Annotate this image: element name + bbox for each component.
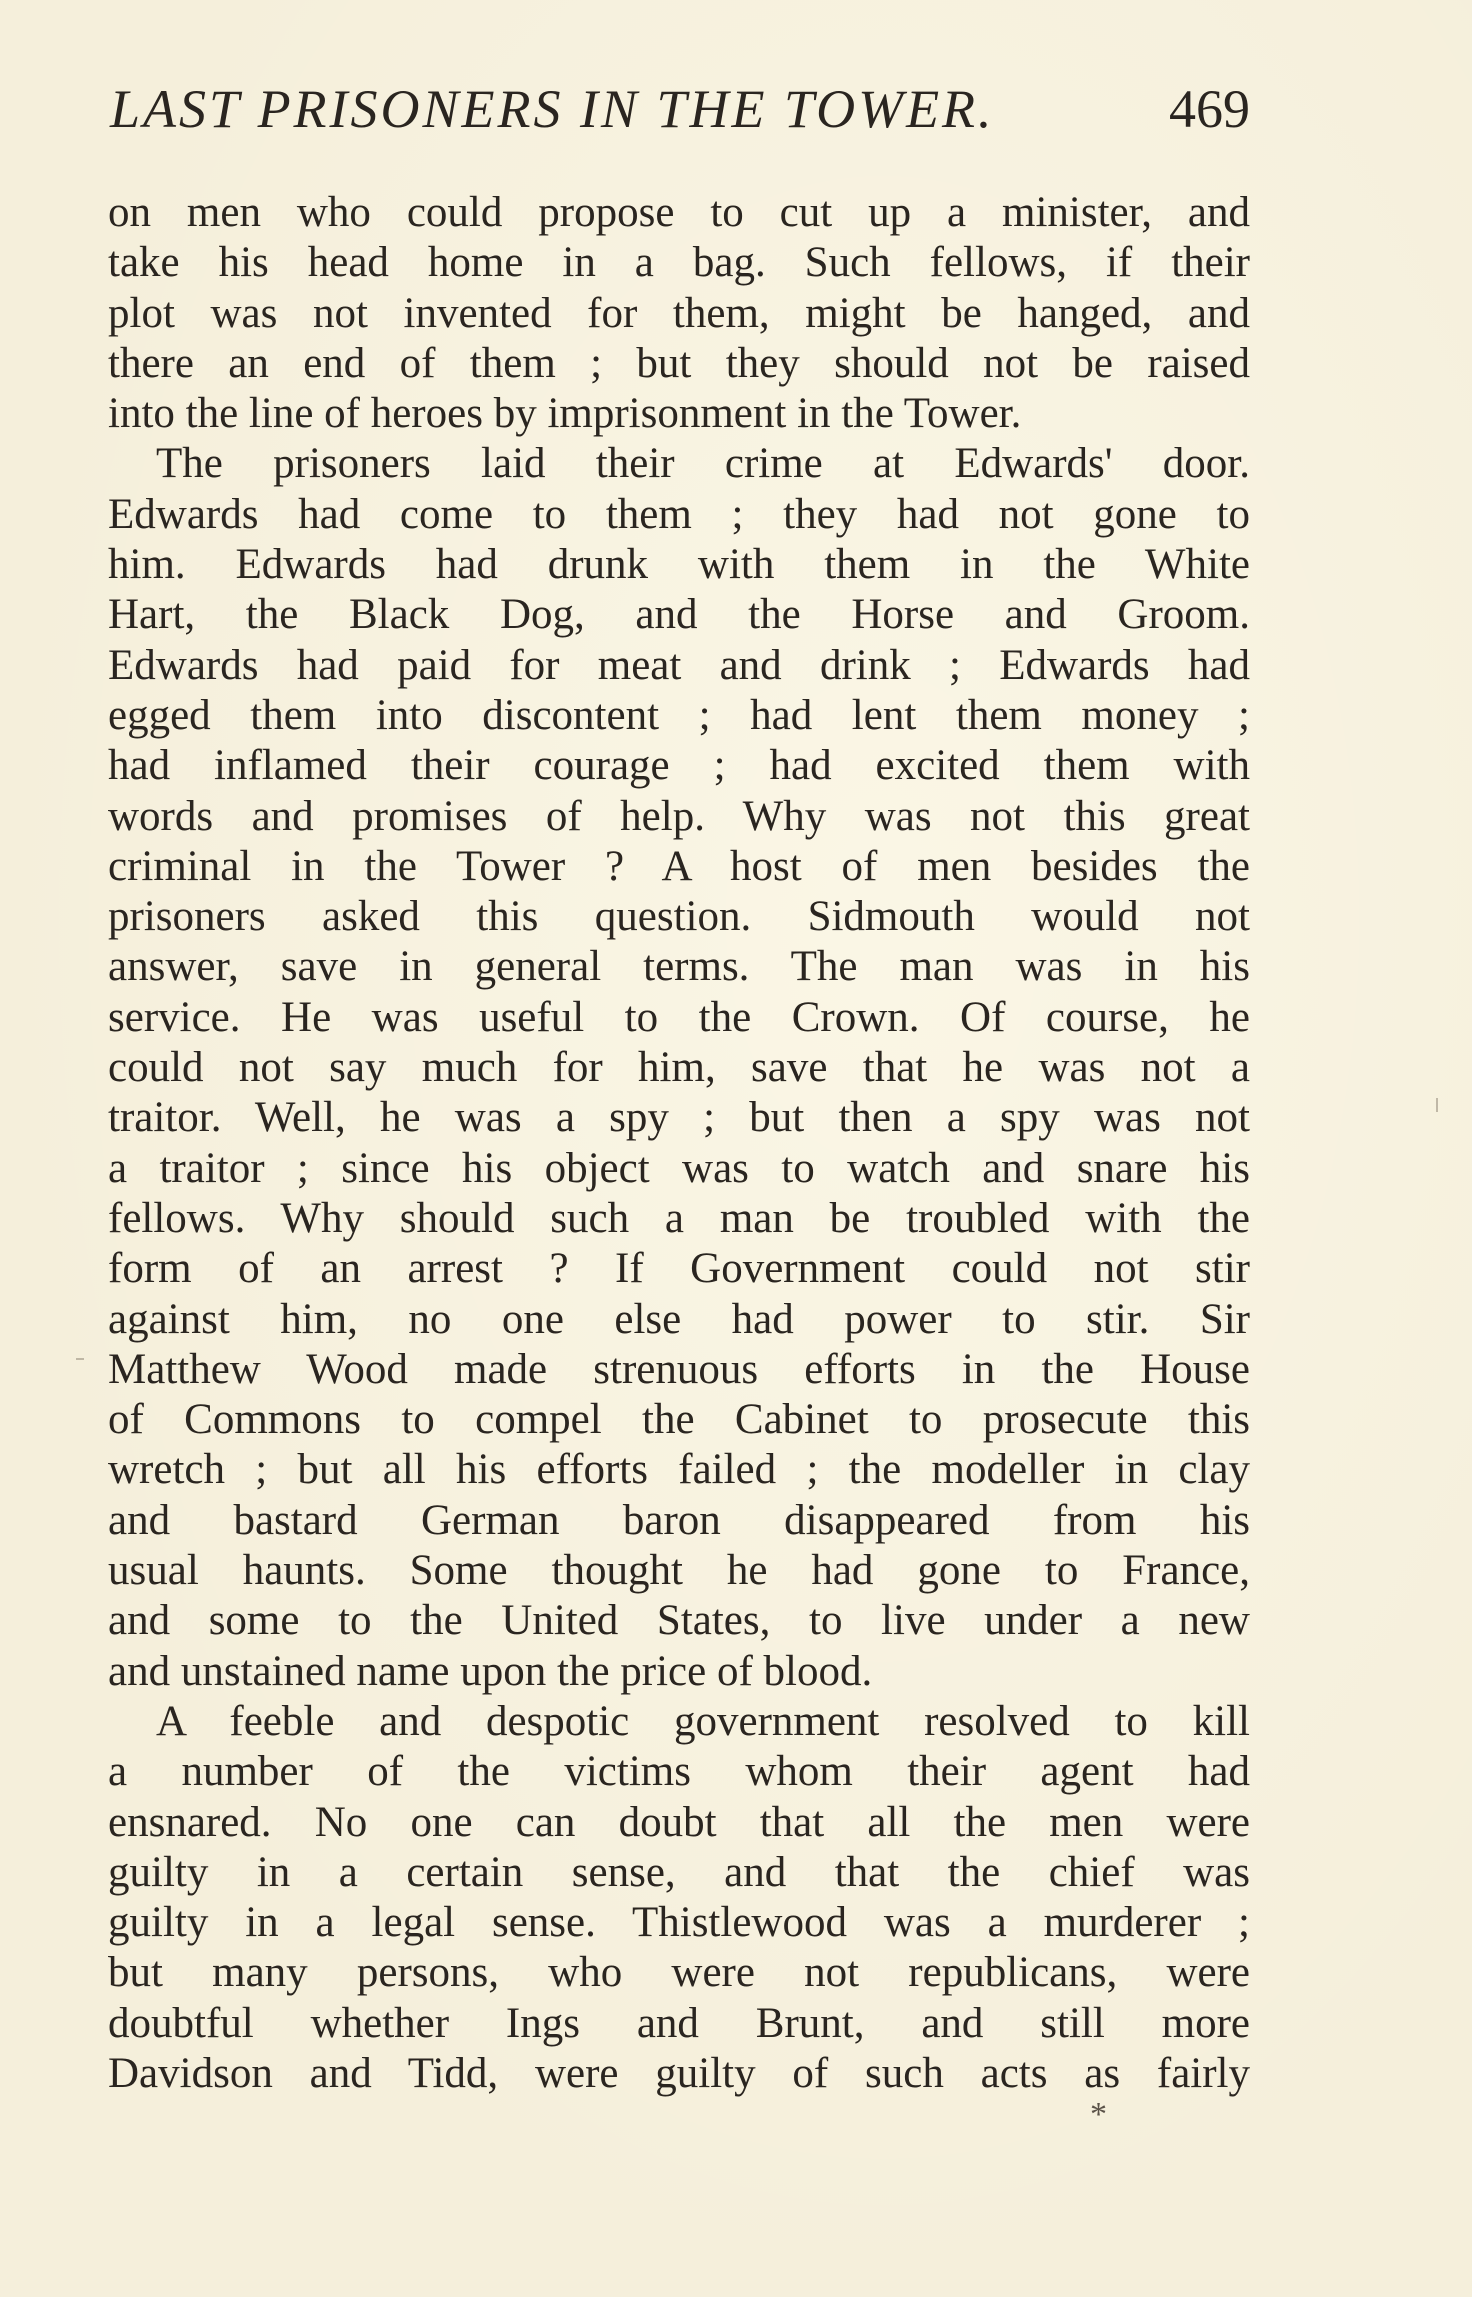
body-text	[108, 188, 1250, 2099]
text-line: egged them into discontent ; had lent them money ;	[108, 691, 1250, 739]
page-number: 469	[1169, 79, 1250, 139]
text-line: wretch ; but all his efforts failed ; the modeller in clay	[108, 1446, 1250, 1494]
text-line: fellows. Why should such a man be troubled with the	[108, 1194, 1250, 1242]
text-line: and some to the United States, to live under a new	[108, 1597, 1250, 1645]
text-line: The prisoners laid their crime at Edwards' door.	[156, 440, 1250, 488]
text-line: prisoners asked this question. Sidmouth would not	[108, 893, 1250, 941]
text-line: ensnared. No one can doubt that all the men were	[108, 1798, 1250, 1846]
paper-speck	[1436, 1098, 1438, 1112]
text-line: into the line of heroes by imprisonment in the Tower.	[108, 390, 1022, 438]
text-line: take his head home in a bag. Such fellows, if their	[108, 239, 1250, 287]
text-line: answer, save in general terms. The man was in his	[108, 943, 1250, 991]
text-line: usual haunts. Some thought he had gone to France,	[108, 1547, 1250, 1595]
text-line: Matthew Wood made strenuous efforts in the House	[108, 1345, 1250, 1393]
text-line: Edwards had paid for meat and drink ; Edwards had	[108, 641, 1250, 689]
text-line: had inflamed their courage ; had excited them with	[108, 742, 1250, 790]
text-line: of Commons to compel the Cabinet to prosecute this	[108, 1396, 1250, 1444]
text-line: guilty in a legal sense. Thistlewood was a murderer ;	[108, 1899, 1250, 1947]
text-line: Hart, the Black Dog, and the Horse and Groom.	[108, 591, 1250, 639]
running-head	[110, 78, 1250, 148]
paper-speck	[76, 1358, 84, 1360]
text-line: could not say much for him, save that he was not a	[108, 1044, 1250, 1092]
text-line: Davidson and Tidd, were guilty of such acts as fairly	[108, 2049, 1250, 2097]
text-line: against him, no one else had power to stir. Sir	[108, 1295, 1250, 1343]
text-line: and bastard German baron disappeared from his	[108, 1496, 1250, 1544]
text-line: on men who could propose to cut up a minister, and	[108, 189, 1250, 236]
text-line: words and promises of help. Why was not this great	[108, 792, 1250, 840]
text-line: a number of the victims whom their agent had	[108, 1748, 1250, 1796]
text-line: service. He was useful to the Crown. Of course, he	[108, 993, 1250, 1041]
text-line: and unstained name upon the price of blood.	[108, 1647, 873, 1695]
text-line: Edwards had come to them ; they had not gone to	[108, 490, 1250, 538]
text-line: A feeble and despotic government resolved to kill	[156, 1697, 1250, 1745]
running-title: LAST PRISONERS IN THE TOWER.	[110, 79, 995, 139]
text-line: a traitor ; since his object was to watch and snare his	[108, 1144, 1250, 1192]
text-line: form of an arrest ? If Government could not stir	[108, 1245, 1250, 1293]
signature-mark: *	[1090, 2096, 1107, 2133]
text-line: him. Edwards had drunk with them in the White	[108, 541, 1250, 589]
text-line: there an end of them ; but they should not be raised	[108, 339, 1250, 387]
text-line: traitor. Well, he was a spy ; but then a spy was not	[108, 1094, 1250, 1142]
text-line: plot was not invented for them, might be hanged, and	[108, 289, 1250, 337]
text-line: doubtful whether Ings and Brunt, and still more	[108, 1999, 1250, 2047]
text-line: guilty in a certain sense, and that the chief was	[108, 1848, 1250, 1896]
text-line: but many persons, who were not republicans, were	[108, 1949, 1250, 1997]
text-line: criminal in the Tower ? A host of men besides the	[108, 842, 1250, 890]
